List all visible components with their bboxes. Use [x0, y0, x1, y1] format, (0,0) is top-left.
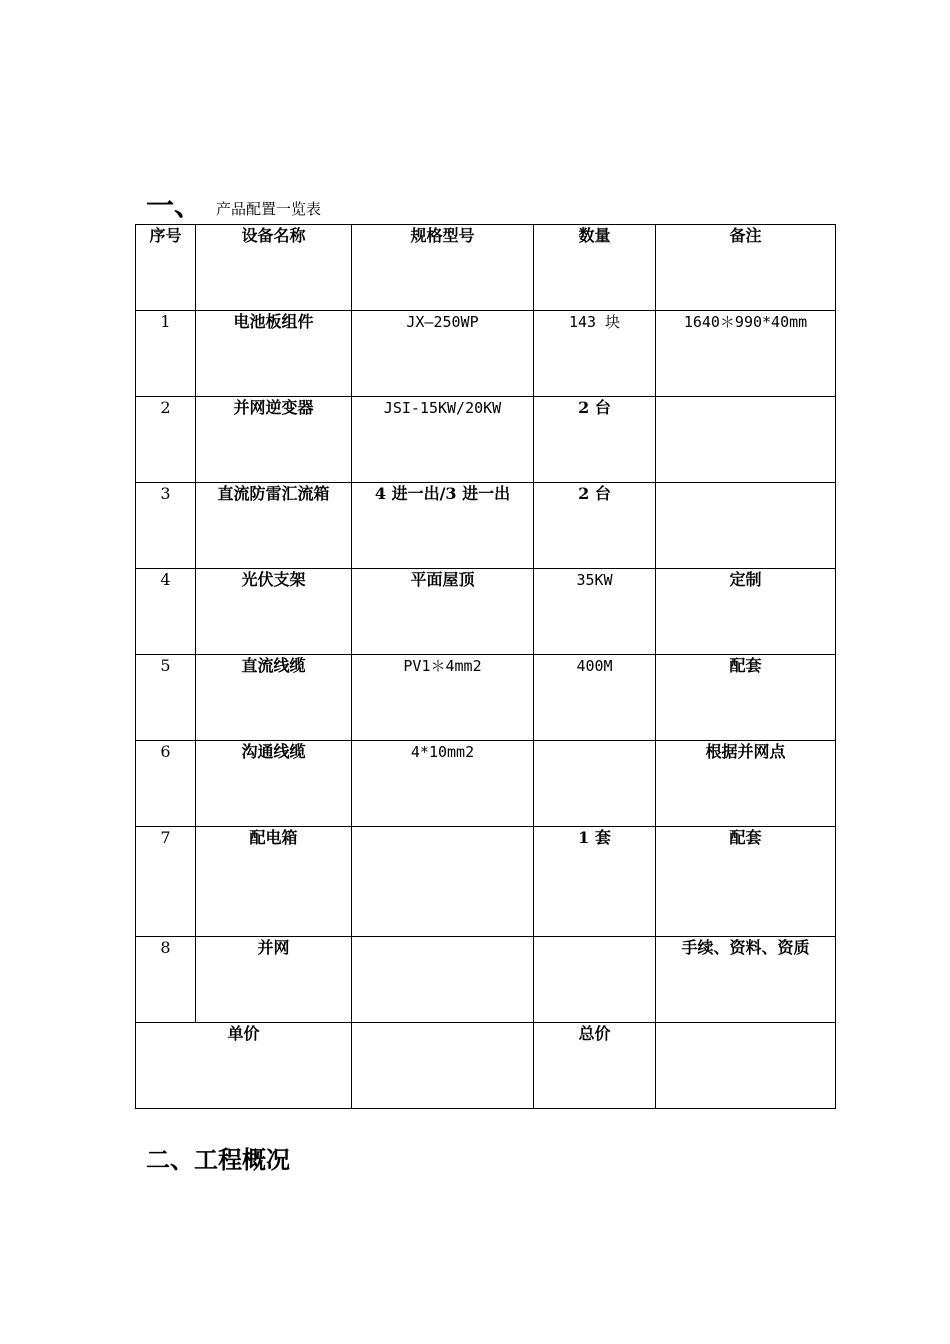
table-row [136, 937, 836, 1023]
table-row [136, 311, 836, 397]
cell-quantity: 143 块 [534, 311, 656, 397]
total-price-label: 总价 [534, 1023, 656, 1109]
table-row [136, 569, 836, 655]
table-row [136, 483, 836, 569]
table-footer-row [136, 1023, 836, 1109]
cell-device-name: 并网 [196, 937, 352, 1023]
cell-spec-model: 4*10mm2 [352, 741, 534, 827]
cell-spec-model [352, 937, 534, 1023]
cell-remarks: 配套 [656, 827, 836, 937]
cell-quantity: 1 套 [534, 827, 656, 937]
cell-device-name: 直流线缆 [196, 655, 352, 741]
cell-index: 1 [136, 311, 196, 397]
table-row [136, 655, 836, 741]
cell-remarks: 根据并网点 [656, 741, 836, 827]
table-row [136, 827, 836, 937]
cell-quantity: 35KW [534, 569, 656, 655]
cell-spec-model [352, 827, 534, 937]
cell-remarks: 手续、资料、资质 [656, 937, 836, 1023]
cell-spec-model: JSI-15KW/20KW [352, 397, 534, 483]
cell-quantity [534, 937, 656, 1023]
cell-device-name: 并网逆变器 [196, 397, 352, 483]
cell-index: 8 [136, 937, 196, 1023]
cell-device-name: 直流防雷汇流箱 [196, 483, 352, 569]
header-remarks: 备注 [656, 225, 836, 311]
header-device-name: 设备名称 [196, 225, 352, 311]
cell-remarks: 1640＊990*40mm [656, 311, 836, 397]
cell-index: 6 [136, 741, 196, 827]
cell-index: 7 [136, 827, 196, 937]
total-price-value [656, 1023, 836, 1109]
cell-device-name: 沟通线缆 [196, 741, 352, 827]
section-2-heading: 二、工程概况 [146, 1145, 290, 1174]
cell-remarks: 配套 [656, 655, 836, 741]
table-row [136, 397, 836, 483]
cell-quantity: 400M [534, 655, 656, 741]
cell-spec-model: JX—250WP [352, 311, 534, 397]
unit-price-value [352, 1023, 534, 1109]
product-config-table [135, 224, 836, 1109]
cell-device-name: 配电箱 [196, 827, 352, 937]
cell-remarks [656, 397, 836, 483]
header-spec-model: 规格型号 [352, 225, 534, 311]
section-1-heading [146, 186, 321, 220]
cell-device-name: 光伏支架 [196, 569, 352, 655]
cell-quantity: 2 台 [534, 483, 656, 569]
table-row [136, 741, 836, 827]
cell-spec-model: 4 进一出/3 进一出 [352, 483, 534, 569]
cell-quantity [534, 741, 656, 827]
cell-remarks: 定制 [656, 569, 836, 655]
section-1-number: 一、 [146, 189, 203, 222]
unit-price-label: 单价 [136, 1023, 352, 1109]
cell-index: 3 [136, 483, 196, 569]
section-1-title: 产品配置一览表 [216, 200, 322, 218]
header-index: 序号 [136, 225, 196, 311]
cell-spec-model: 平面屋顶 [352, 569, 534, 655]
cell-remarks [656, 483, 836, 569]
cell-quantity: 2 台 [534, 397, 656, 483]
cell-index: 2 [136, 397, 196, 483]
cell-index: 4 [136, 569, 196, 655]
cell-index: 5 [136, 655, 196, 741]
cell-device-name: 电池板组件 [196, 311, 352, 397]
table-header-row [136, 225, 836, 311]
header-quantity: 数量 [534, 225, 656, 311]
cell-spec-model: PV1＊4mm2 [352, 655, 534, 741]
